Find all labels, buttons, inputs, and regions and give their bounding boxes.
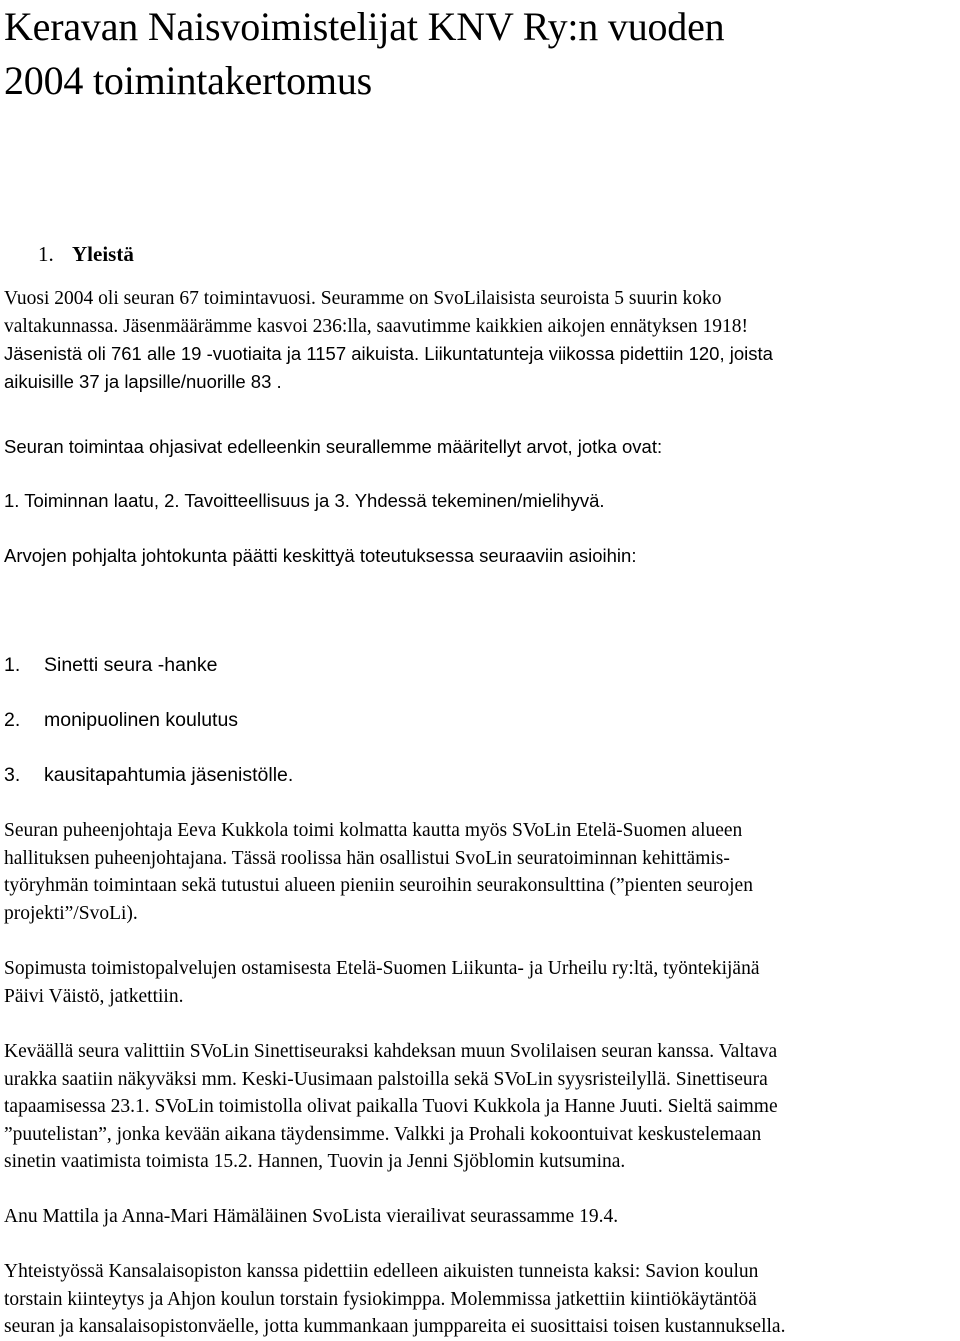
spring-line-1: Keväällä seura valittiin SVoLin Sinettiseuraksi kahdeksan muun Svolilaisen seuran kanssa. Valtava xyxy=(4,1041,778,1062)
intro-line-3: Jäsenistä oli 761 alle 19 -vuotiaita ja 1157 aikuista. Liikuntatunteja viikossa pidettiin 120, joista xyxy=(4,343,773,364)
document-title xyxy=(4,0,724,108)
spring-paragraph xyxy=(4,1038,778,1176)
section-title: Yleistä xyxy=(72,242,134,266)
section-number: 1. xyxy=(38,242,54,266)
coop-line-2: torstain kiinteytys ja Ahjon koulun torstain fysiokimppa. Molemmissa jatkettiin kiintiökäytäntöä xyxy=(4,1288,757,1310)
spring-line-2: urakka saatiin näkyväksi mm. Keski-Uusimaan palstoilla sekä SVoLin syysristeilyllä. Sinettiseura xyxy=(4,1068,768,1090)
values-intro: Seuran toimintaa ohjasivat edelleenkin seurallemme määritellyt arvot, jotka ovat: xyxy=(4,436,663,457)
title-line-2: 2004 toimintakertomus xyxy=(4,58,372,103)
intro-paragraph xyxy=(4,285,773,395)
spring-line-5: sinetin vaatimista toimista 15.2. Hannen, Tuovin ja Jenni Sjöblomin kutsumina. xyxy=(4,1151,626,1172)
focus-item-text: Sinetti seura -hanke xyxy=(44,654,218,676)
focus-item xyxy=(4,707,238,734)
chair-paragraph xyxy=(4,817,753,927)
office-line-2: Päivi Väistö, jatkettiin. xyxy=(4,985,184,1007)
intro-line-2: valtakunnassa. Jäsenmäärämme kasvoi 236:lla, saavutimme kaikkien aikojen ennätyksen 1918! xyxy=(4,315,749,337)
visit-paragraph: Anu Mattila ja Anna-Mari Hämäläinen SvoLista vierailivat seurassamme 19.4. xyxy=(4,1206,619,1227)
focus-intro: Arvojen pohjalta johtokunta päätti keskittyä toteutuksessa seuraaviin asioihin: xyxy=(4,545,637,566)
chair-line-4: projekti”/SvoLi). xyxy=(4,902,138,924)
section-heading-general xyxy=(38,240,134,268)
intro-line-1: Vuosi 2004 oli seuran 67 toimintavuosi. Seuramme on SvoLilaisista seuroista 5 suurin koko xyxy=(4,288,722,309)
focus-item-number: 2. xyxy=(4,709,21,731)
coop-line-3: seuran ja kansalaisopistonväelle, jotta kummankaan jumppareita ei suosittaisi toisen kustannuksella. xyxy=(4,1316,786,1337)
spring-line-4: ”puutelistan”, jonka kevään aikana täydensimme. Valkki ja Prohali kokoontuivat keskustelemaan xyxy=(4,1123,762,1145)
focus-item-number: 1. xyxy=(4,654,21,676)
intro-line-4: aikuisille 37 ja lapsille/nuorille 83 . xyxy=(4,370,282,392)
cooperation-paragraph xyxy=(4,1258,785,1341)
chair-line-1: Seuran puheenjohtaja Eeva Kukkola toimi kolmatta kautta myös SVoLin Etelä-Suomen alueen xyxy=(4,820,743,841)
coop-line-1: Yhteistyössä Kansalaisopiston kanssa pidettiin edelleen aikuisten tunneista kaksi: Savion koulun xyxy=(4,1261,759,1282)
focus-item xyxy=(4,762,293,789)
office-line-1: Sopimusta toimistopalvelujen ostamisesta Etelä-Suomen Liikunta- ja Urheilu ry:ltä, työntekijänä xyxy=(4,958,760,979)
spring-line-3: tapaamisessa 23.1. SVoLin toimistolla olivat paikalla Tuovi Kukkola ja Hanne Juuti. Sieltä saimme xyxy=(4,1096,778,1117)
title-line-1: Keravan Naisvoimistelijat KNV Ry:n vuoden xyxy=(4,4,725,49)
focus-item-number: 3. xyxy=(4,764,21,786)
chair-line-2: hallituksen puheenjohtajana. Tässä roolissa hän osallistui SvoLin seuratoiminnan kehittämis- xyxy=(4,847,730,869)
office-paragraph xyxy=(4,955,759,1010)
focus-item xyxy=(4,652,217,679)
chair-line-3: työryhmän toimintaan sekä tutustui alueen pieniin seuroihin seurakonsulttina (”pienten seurojen xyxy=(4,875,753,896)
focus-item-text: monipuolinen koulutus xyxy=(44,709,239,731)
values-list: 1. Toiminnan laatu, 2. Tavoitteellisuus ja 3. Yhdessä tekeminen/mielihyvä. xyxy=(4,490,605,511)
focus-item-text: kausitapahtumia jäsenistölle. xyxy=(44,764,294,786)
